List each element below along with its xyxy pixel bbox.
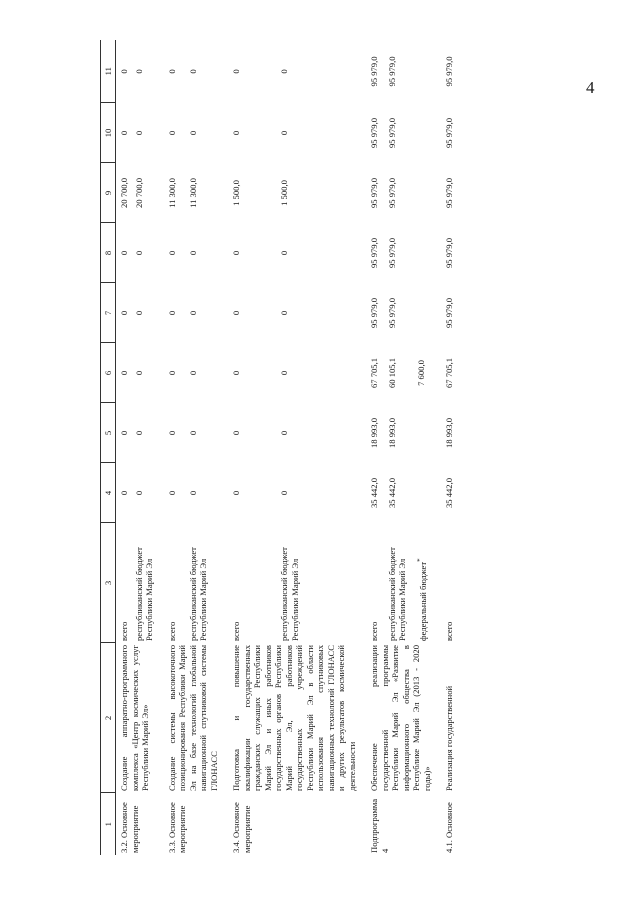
value-cell: 20 700,0 (133, 177, 144, 209)
value-cell: 0 (187, 130, 198, 136)
row-name: Подготовка и повышение квалификации государственных гражданских служащих Республики Марий Эл и иных работников государственных органов Республики Марий Эл, работников государственных учреждений Республики Марий Эл в области использования спутниковых навигационных технологий ГЛОНАСС и других результатов космической деятельности (231, 645, 357, 791)
value-cell: 0 (279, 490, 290, 496)
value-cell: 95 979,0 (444, 297, 455, 329)
value-cell: 95 979,0 (369, 237, 380, 269)
value-cell: 0 (133, 370, 144, 376)
page-number: 4 (586, 78, 595, 97)
column-header: 3 (101, 523, 116, 643)
value-cell: 0 (119, 130, 130, 136)
value-cell: 95 979,0 (386, 297, 397, 329)
row-code: 4.1. Основное (444, 802, 455, 853)
funding-source (116, 523, 131, 643)
value-cell: 95 979,0 (369, 117, 380, 149)
value-cell: 95 979,0 (444, 237, 455, 269)
value-cell: 18 993,0 (444, 417, 455, 449)
spacer-cell (156, 40, 164, 855)
spacer-cell (220, 40, 228, 855)
value-cell: 0 (187, 250, 198, 256)
value-cell: 0 (279, 370, 290, 376)
value-cell: 95 979,0 (444, 56, 455, 87)
funding-source (366, 523, 383, 643)
spacer-cell (433, 40, 441, 855)
table-row (366, 40, 383, 855)
value-cell: 0 (279, 130, 290, 136)
row-name: Реализация государственной (444, 685, 455, 791)
value-cell: 0 (279, 250, 290, 256)
value-cell: 11 300,0 (187, 178, 198, 208)
funding-source (413, 523, 433, 643)
value-cell: 0 (133, 430, 144, 436)
row-code: 3.4. Основное мероприятие (231, 802, 252, 853)
row-name: Создание аппаратно-программного комплекса «Центр космических услуг Республики Марий Эл» (119, 645, 151, 791)
value-cell: 0 (187, 370, 198, 376)
column-header: 10 (101, 103, 116, 163)
funding-source (131, 523, 156, 643)
value-cell: 95 979,0 (369, 177, 380, 209)
value-cell: 60 105,1 (386, 357, 397, 389)
table-row (164, 40, 185, 855)
row-spacer (433, 40, 441, 855)
value-cell: 67 705,1 (444, 357, 455, 389)
value-cell: 0 (231, 430, 242, 436)
funding-source (164, 523, 185, 643)
value-cell: 0 (166, 490, 177, 496)
value-cell: 20 700,0 (119, 177, 130, 209)
table-row (441, 40, 455, 855)
value-cell: 0 (119, 250, 130, 256)
funding-source-label: всего (231, 621, 242, 641)
column-header: 11 (101, 40, 116, 103)
value-cell: 0 (231, 370, 242, 376)
funding-source (384, 523, 414, 643)
funding-source (441, 523, 455, 643)
column-header: 6 (101, 343, 116, 403)
row-spacer (156, 40, 164, 855)
value-cell: 0 (166, 250, 177, 256)
value-cell: 0 (166, 430, 177, 436)
value-cell: 35 442,0 (386, 477, 397, 509)
value-cell (413, 103, 433, 163)
value-cell: 0 (119, 490, 130, 496)
value-cell: 0 (279, 69, 290, 74)
row-code: 3.2. Основное мероприятие (119, 802, 140, 853)
column-header: 2 (101, 643, 116, 793)
value-cell: 95 979,0 (386, 56, 397, 87)
row-spacer (220, 40, 228, 855)
value-cell: 95 979,0 (369, 56, 380, 87)
value-cell: 95 979,0 (444, 177, 455, 209)
funding-source-label: республиканский бюджет Республики Марий Эл (187, 547, 209, 641)
table-body (116, 40, 456, 855)
value-cell: 1 500,0 (231, 180, 242, 206)
row-name: Создание системы высокоточного позиционирования Республики Марий Эл на базе технологий глобальной навигационной спутниковой системы ГЛОНАСС (166, 645, 219, 791)
column-header: 1 (101, 793, 116, 855)
value-cell (413, 163, 433, 223)
value-cell: 35 442,0 (444, 477, 455, 509)
column-header: 8 (101, 223, 116, 283)
value-cell: 0 (231, 310, 242, 316)
value-cell: 0 (119, 310, 130, 316)
funding-source-label: республиканский бюджет Республики Марий Эл (386, 547, 408, 641)
funding-source (228, 523, 276, 643)
value-cell: 0 (166, 370, 177, 376)
funding-source-label: федеральный бюджет (418, 561, 429, 641)
value-cell: 0 (187, 490, 198, 496)
column-header: 4 (101, 463, 116, 523)
value-cell: 0 (119, 69, 130, 74)
value-cell: 0 (166, 130, 177, 136)
value-cell: 11 300,0 (166, 178, 177, 208)
table-row (228, 40, 276, 855)
funding-source-label: всего (444, 621, 455, 641)
value-cell: 0 (187, 430, 198, 436)
table-row (116, 40, 131, 855)
budget-table (100, 40, 456, 855)
row-spacer (358, 40, 366, 855)
funding-source-label: республиканский бюджет Республики Марий Эл (133, 547, 155, 641)
column-header: 5 (101, 403, 116, 463)
funding-source (185, 523, 221, 643)
value-cell: 67 705,1 (369, 357, 380, 389)
value-cell: 35 442,0 (369, 477, 380, 509)
header-row (101, 40, 116, 855)
value-cell (413, 223, 433, 283)
spacer-cell (358, 40, 366, 855)
column-header: 7 (101, 283, 116, 343)
value-cell: 0 (133, 490, 144, 496)
value-cell: 0 (119, 430, 130, 436)
value-cell (413, 403, 433, 463)
value-cell: 0 (133, 250, 144, 256)
value-cell: 0 (231, 490, 242, 496)
value-cell: 0 (279, 430, 290, 436)
value-cell: 0 (133, 69, 144, 74)
value-cell: 95 979,0 (386, 117, 397, 149)
value-cell: 0 (231, 69, 242, 74)
value-cell (413, 40, 433, 103)
value-cell: 18 993,0 (386, 417, 397, 449)
funding-source (276, 523, 358, 643)
value-cell: 95 979,0 (386, 237, 397, 269)
row-name: Обеспечение реализации государственной программы Республики Марий Эл «Развитие информационного общества в Республике Марий Эл (2013 - 2020 годы)» (369, 645, 432, 791)
value-cell: 95 979,0 (386, 177, 397, 209)
funding-source-label: всего (369, 621, 380, 641)
value-cell: 0 (187, 310, 198, 316)
value-cell: 0 (187, 69, 198, 74)
value-cell: 95 979,0 (444, 117, 455, 149)
value-cell (413, 463, 433, 523)
row-code: 3.3. Основное мероприятие (166, 802, 188, 853)
value-cell: 18 993,0 (369, 417, 380, 449)
document-page (100, 40, 540, 855)
value-cell: 1 500,0 (279, 180, 290, 206)
footnote-mark: * (416, 558, 425, 562)
value-cell: 7 600,0 (416, 360, 427, 386)
value-cell: 0 (279, 310, 290, 316)
row-code: Подпрограмма 4 (369, 798, 390, 853)
value-cell (413, 283, 433, 343)
value-cell: 0 (133, 130, 144, 136)
funding-source-label: всего (119, 621, 130, 641)
value-cell: 0 (133, 310, 144, 316)
value-cell: 0 (166, 69, 177, 74)
value-cell: 95 979,0 (369, 297, 380, 329)
column-header: 9 (101, 163, 116, 223)
value-cell: 0 (231, 130, 242, 136)
value-cell: 0 (231, 250, 242, 256)
value-cell: 0 (166, 310, 177, 316)
value-cell: 0 (119, 370, 130, 376)
funding-source-label: всего (166, 621, 177, 641)
funding-source-label: республиканский бюджет Республики Марий Эл (279, 547, 300, 641)
